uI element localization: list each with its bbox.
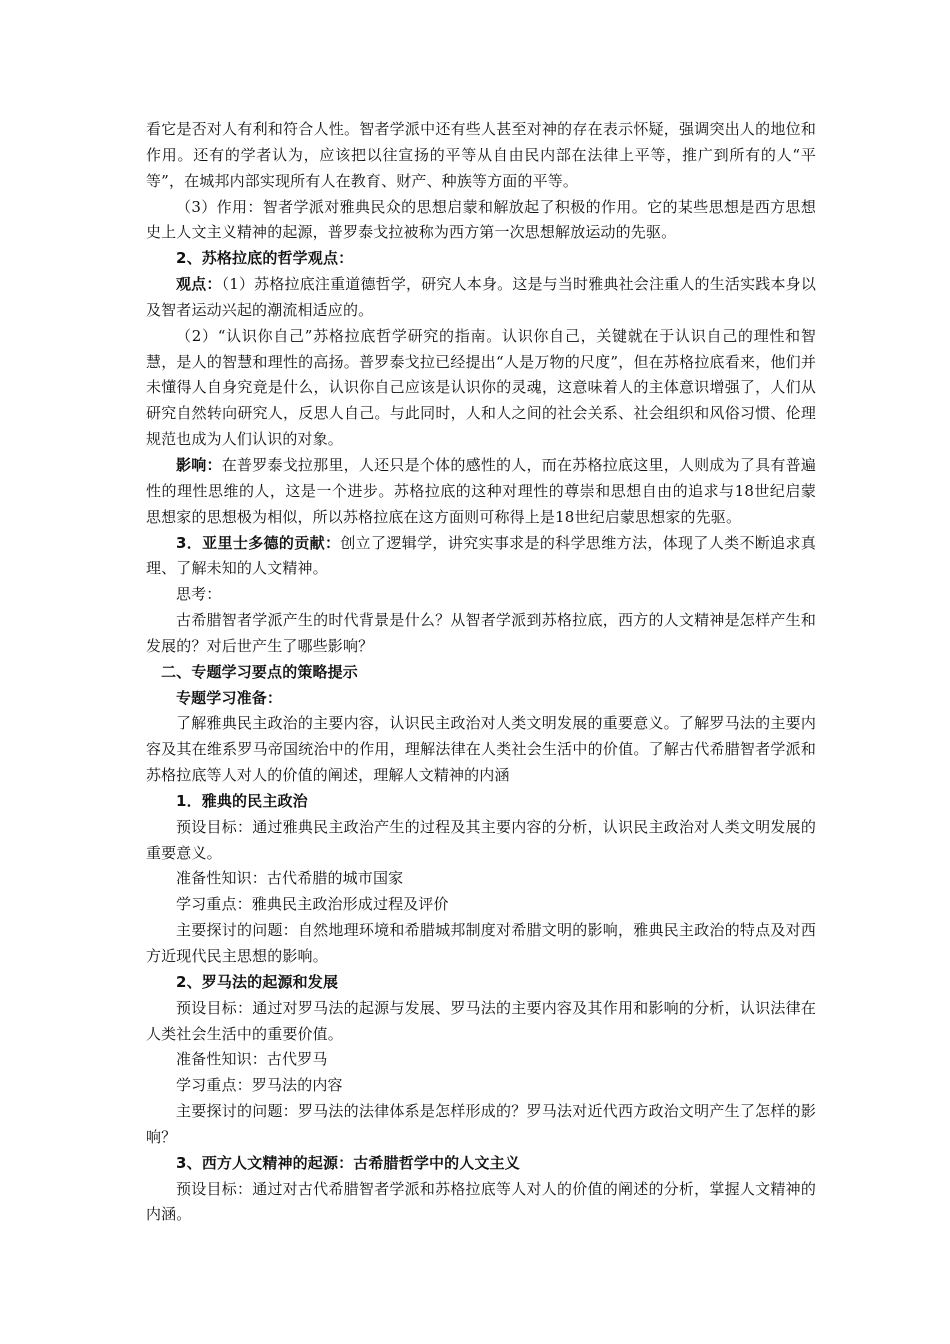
paragraph-text: 学习重点：雅典民主政治形成过程及评价 <box>176 895 449 914</box>
paragraph-p22 <box>146 1099 816 1151</box>
section-heading-roman-law <box>146 970 816 996</box>
paragraph-p19 <box>146 996 816 1048</box>
paragraph-p4 <box>146 272 816 324</box>
paragraph-p15 <box>146 866 816 892</box>
paragraph-text: 思考： <box>176 585 222 604</box>
paragraph-text: 预设目标：通过雅典民主政治产生的过程及其主要内容的分析，认识民主政治对人类文明发展的重要意义。 <box>146 817 816 862</box>
paragraph-p5 <box>146 324 816 453</box>
paragraph-text: 主要探讨的问题：自然地理环境和希腊城邦制度对希腊文明的影响，雅典民主政治的特点及对西方近现代民主思想的影响。 <box>146 921 816 965</box>
paragraph-p6 <box>146 453 816 531</box>
paragraph-text: 了解雅典民主政治的主要内容，认识民主政治对人类文明发展的重要意义。了解罗马法的主要内容及其在维系罗马帝国统治中的作用，理解法律在人类社会生活中的价值。了解古代希腊智者学派和苏格拉底等人对人的价值的阐述，理解人文精神的内涵 <box>146 714 816 785</box>
inline-label: 影响： <box>176 455 222 474</box>
subheading-preparation <box>146 686 816 712</box>
heading-text: 2、罗马法的起源和发展 <box>176 972 339 991</box>
paragraph-text: 学习重点：罗马法的内容 <box>176 1076 343 1095</box>
paragraph-p17 <box>146 918 816 970</box>
paragraph-text: 预设目标：通过对罗马法的起源与发展、罗马法的主要内容及其作用和影响的分析，认识法律在人类社会生活中的重要价值。 <box>146 998 816 1043</box>
paragraph-text: （2）“认识你自己”苏格拉底哲学研究的指南。认识你自己，关键就在于认识自己的理性和智慧，是人的智慧和理性的高扬。普罗泰戈拉已经提出“人是万物的尺度”，但在苏格拉底看来，他们并未懂得人自身究竟是什么，认识你自己应该是认识你的灵魂，这意味着人的主体意识增强了，人们从研究自然转向研究人，反思人自己。与此同时，人和人之间的社会关系、社会组织和风俗习惯、伦理规范也成为人们认识的对象。 <box>146 326 816 449</box>
heading-text: 二、专题学习要点的策略提示 <box>161 662 358 681</box>
paragraph-text: 创立了逻辑学，讲究实事求是的科学思维方法，体现了人类不断追求真理、了解未知的人文精神。 <box>146 533 817 578</box>
paragraph-text: 准备性知识：古代希腊的城市国家 <box>176 869 404 888</box>
paragraph-text: 在普罗泰戈拉那里，人还只是个体的感性的人，而在苏格拉底这里，人则成为了具有普遍性的理性思维的人，这是一个进步。苏格拉底的这种对理性的尊崇和思想自由的追求与18世纪启蒙思想家的思想极为相似，所以苏格拉底在这方面则可称得上是18世纪启蒙思想家的先驱。 <box>146 455 817 526</box>
paragraph-p20 <box>146 1047 816 1073</box>
inline-label: 观点： <box>176 275 222 294</box>
heading-text: 专题学习准备： <box>176 688 283 707</box>
paragraph-p7 <box>146 531 816 583</box>
section-heading-humanism <box>146 1151 816 1177</box>
paragraph-p14 <box>146 815 816 867</box>
paragraph-p12 <box>146 711 816 789</box>
document-body <box>146 117 816 1228</box>
paragraph-p24 <box>146 1177 816 1229</box>
heading-text: 2、苏格拉底的哲学观点： <box>176 249 354 268</box>
heading-text: 3、西方人文精神的起源：古希腊哲学中的人文主义 <box>176 1153 520 1172</box>
paragraph-text: （1）苏格拉底注重道德哲学，研究人本身。这是与当时雅典社会注重人的生活实践本身以及智者运动兴起的潮流相适应的。 <box>146 275 816 319</box>
section-heading-strategy <box>146 660 816 686</box>
section-heading-socrates <box>146 246 816 272</box>
paragraph-text: 预设目标：通过对古代希腊智者学派和苏格拉底等人对人的价值的阐述的分析，掌握人文精神的内涵。 <box>146 1179 816 1224</box>
paragraph-text: 古希腊智者学派产生的时代背景是什么？从智者学派到苏格拉底，西方的人文精神是怎样产生和发展的？对后世产生了哪些影响？ <box>146 611 816 655</box>
paragraph-text: 主要探讨的问题：罗马法的法律体系是怎样形成的？罗马法对近代西方政治文明产生了怎样的影响？ <box>146 1102 816 1146</box>
paragraph-p21 <box>146 1073 816 1099</box>
paragraph-p2 <box>146 195 816 247</box>
paragraph-text: 看它是否对人有利和符合人性。智者学派中还有些人甚至对神的存在表示怀疑，强调突出人的地位和作用。还有的学者认为，应该把以往宣扬的平等从自由民内部在法律上平等，推广到所有的人“平等”，在城邦内部实现所有人在教育、财产、种族等方面的平等。 <box>146 120 816 190</box>
inline-label: 3．亚里士多德的贡献： <box>176 533 341 552</box>
paragraph-p8 <box>146 582 816 608</box>
paragraph-p9 <box>146 608 816 660</box>
paragraph-p16 <box>146 892 816 918</box>
heading-text: 1．雅典的民主政治 <box>176 791 308 810</box>
section-heading-athens <box>146 789 816 815</box>
paragraph-p1 <box>146 117 816 195</box>
paragraph-text: （3）作用：智者学派对雅典民众的思想启蒙和解放起了积极的作用。它的某些思想是西方思想史上人文主义精神的起源，普罗泰戈拉被称为西方第一次思想解放运动的先驱。 <box>146 197 816 242</box>
paragraph-text: 准备性知识：古代罗马 <box>176 1050 328 1069</box>
